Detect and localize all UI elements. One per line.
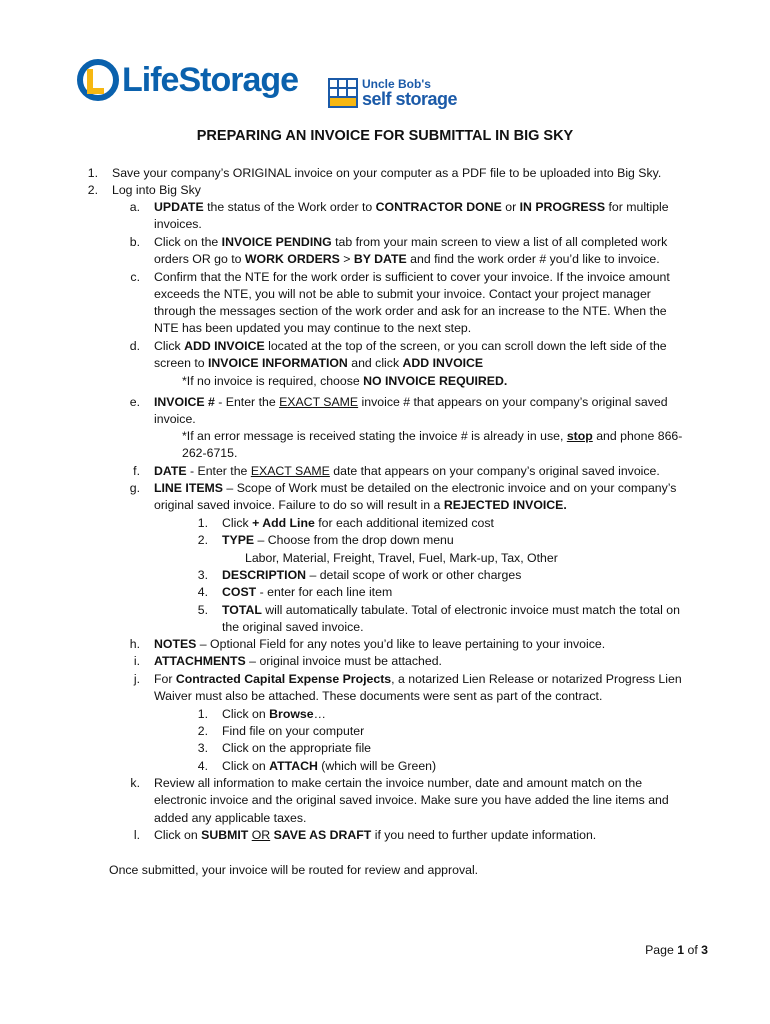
substep-text: Click on the INVOICE PENDING tab from your main screen to view a list of all completed work [154,235,668,249]
list-item-text: Find file on your computer [222,724,365,738]
list-item-number: 5. [197,603,208,617]
list-item-text: DESCRIPTION – detail scope of work or other charges [222,568,522,582]
substep-note: 262-6715. [182,446,238,460]
substep-text: electronic invoice and the original saved invoice. Make sure you have added the line items and [154,793,669,807]
substep-text: screen to INVOICE INFORMATION and click ADD INVOICE [154,356,484,370]
substep-letter: g. [129,481,140,495]
list-item-text: Click on ATTACH (which will be Green) [222,759,437,773]
substep-text: ATTACHMENTS – original invoice must be attached. [154,654,442,668]
list-item-number: 1. [197,707,208,721]
list-item-text: Click on the appropriate file [222,741,372,755]
substep-note: *If no invoice is required, choose NO INVOICE REQUIRED. [182,374,508,388]
lifestorage-logo [76,58,308,104]
substep-note: *If an error message is received stating the invoice # is already in use, stop and phone 866- [182,429,683,443]
substep-letter: l. [133,828,140,842]
substep-text: original saved invoice. Failure to do so will result in a REJECTED INVOICE. [154,498,567,512]
list-item-text: the original saved invoice. [222,620,364,634]
document-title: PREPARING AN INVOICE FOR SUBMITTAL IN BIG SKY [196,128,574,144]
list-item-text: TYPE – Choose from the drop down menu [222,533,454,547]
substep-text: Confirm that the NTE for the work order is sufficient to cover your invoice. If the invoice amount [154,270,670,284]
substep-text: UPDATE the status of the Work order to CONTRACTOR DONE or IN PROGRESS for multiple [154,200,669,214]
substep-text: NOTES – Optional Field for any notes you’d like to leave pertaining to your invoice. [154,637,606,651]
list-item-number: 4. [197,759,208,773]
substep-letter: j. [133,672,140,686]
lifestorage-wordmark: LifeStorage [122,61,299,99]
page-number: Page 1 of 3 [645,943,708,957]
list-item-number: 1. [197,516,208,530]
list-item-number: 2. [197,533,208,547]
list-item-text: Click on Browse… [222,707,326,721]
substep-text: invoices. [154,217,202,231]
lifestorage-ring-icon [76,58,120,102]
substep-letter: c. [130,270,140,284]
substep-text: Waiver must also be attached. These documents were sent as part of the contract. [154,689,603,703]
list-item-number: 4. [197,585,208,599]
substep-text: added any applicable taxes. [154,811,307,825]
substep-text: INVOICE # - Enter the EXACT SAME invoice # that appears on your company’s original saved [154,395,668,409]
substep-letter: e. [129,395,140,409]
substep-letter: a. [129,200,140,214]
substep-text: DATE - Enter the EXACT SAME date that appears on your company’s original saved invoice. [154,464,660,478]
substep-letter: i. [133,654,140,668]
substep-text: NTE has been updated you may continue to the next step. [154,321,472,335]
step-text: Save your company’s ORIGINAL invoice on your computer as a PDF file to be uploaded into Big Sky. [112,166,662,180]
substep-text: exceeds the NTE, you will not be able to submit your invoice. Contact your project manager [154,287,651,301]
substep-text: invoice. [154,412,196,426]
substep-text: Click ADD INVOICE located at the top of the screen, or you can scroll down the left side of the [154,339,667,353]
unclebobs-grid-icon [328,78,358,108]
list-item-number: 2. [197,724,208,738]
substep-letter: k. [130,776,140,790]
unclebobs-logo [328,78,462,110]
substep-text: through the messages section of the work order and ask for an increase to the NTE. When the [154,304,667,318]
step-number: 2. [87,183,98,197]
substep-letter: f. [133,464,140,478]
substep-letter: h. [129,637,140,651]
substep-letter: d. [129,339,140,353]
substep-text: orders OR go to WORK ORDERS > BY DATE and find the work order # you’d like to invoice. [154,252,660,266]
substep-text: Review all information to make certain the invoice number, date and amount match on the [154,776,643,790]
substep-text: Click on SUBMIT OR SAVE AS DRAFT if you need to further update information. [154,828,597,842]
list-item-text: TOTAL will automatically tabulate. Total of electronic invoice must match the total on [222,603,680,617]
unclebobs-wordmark-bottom: self storage [362,89,458,109]
list-item-number: 3. [197,568,208,582]
substep-text: For Contracted Capital Expense Projects, a notarized Lien Release or notarized Progress Lien [154,672,682,686]
step-number: 1. [87,166,98,180]
unclebobs-wordmark-top: Uncle Bob's [362,77,431,91]
list-item-options: Labor, Material, Freight, Travel, Fuel, Mark-up, Tax, Other [245,551,558,565]
list-item-number: 3. [197,741,208,755]
closing-statement: Once submitted, your invoice will be routed for review and approval. [109,863,479,877]
substep-letter: b. [129,235,140,249]
substep-text: LINE ITEMS – Scope of Work must be detailed on the electronic invoice and on your company’s [154,481,677,495]
step-text: Log into Big Sky [112,183,201,197]
list-item-text: Click + Add Line for each additional itemized cost [222,516,494,530]
list-item-text: COST - enter for each line item [222,585,393,599]
